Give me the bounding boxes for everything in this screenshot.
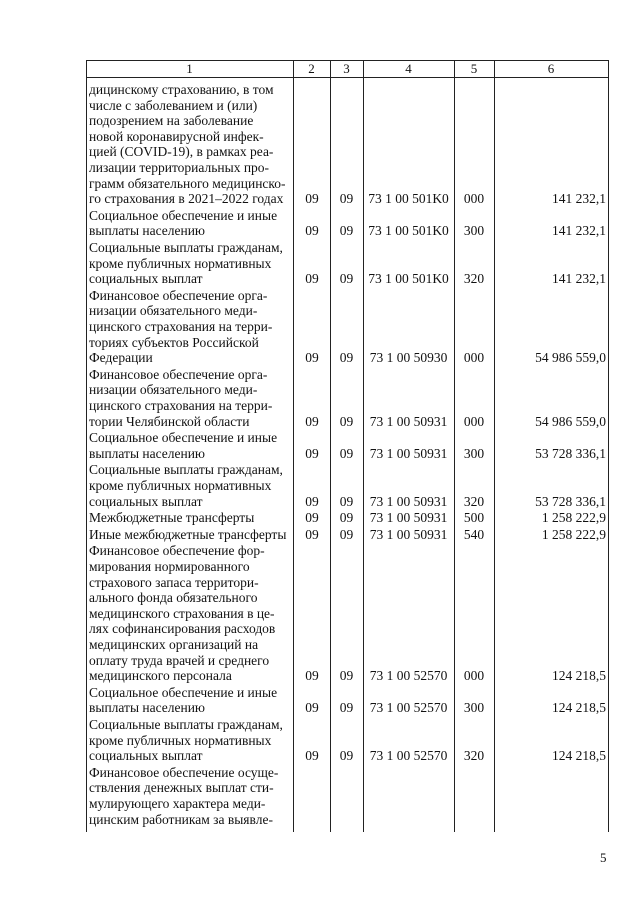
header-col-4: 4 [405,61,412,76]
description-line: ториях субъектов Российской [89,334,259,350]
description-line: лизации территориальных про- [89,159,270,175]
subsection-code: 09 [339,413,354,429]
description-line: Социальные выплаты гражданам, [89,462,283,478]
subsection-code: 09 [339,271,354,287]
row-description [89,208,293,239]
expense-type-code: 300 [463,700,485,716]
subsection-code: 09 [339,526,354,542]
header-col-6: 6 [547,61,555,76]
target-article-code: 73 1 00 50931 [369,445,448,461]
section-code: 09 [305,700,319,716]
row-description [89,288,293,366]
expense-type-code: 320 [463,493,485,509]
description-line: кроме публичных нормативных [89,732,272,748]
description-line: го страхования в 2021–2022 годах [89,191,284,207]
description-line: новой коронавирусной инфек- [89,128,264,144]
description-line: социальных выплат [89,493,203,509]
section-code: 09 [305,223,319,239]
description-line: цинским работникам за выявле- [89,811,273,827]
description-line: выплаты населению [89,223,206,239]
row-description [89,765,293,827]
amount-value: 53 728 336,1 [535,493,606,509]
description-line: социальных выплат [89,748,203,764]
row-description [89,240,293,287]
amount-value: 124 218,5 [552,668,606,684]
description-line: подозрением на заболевание [89,113,254,129]
expense-type-code: 540 [463,526,485,542]
table-row [86,685,609,716]
description-line: числе с заболеванием и (или) [89,97,258,113]
description-line: страхового запаса территори- [89,574,259,590]
description-line: Социальное обеспечение и иные [89,430,278,446]
description-line: Социальные выплаты гражданам, [89,717,283,732]
description-line: тории Челябинской области [89,413,250,429]
description-line: медицинского страхования в це- [89,605,275,621]
amount-value: 54 986 559,0 [535,413,606,429]
page-number: 5 [600,850,607,865]
expense-type-code: 000 [463,191,485,207]
description-line: ального фонда обязательного [89,590,258,606]
table-row [86,543,609,683]
row-description [89,367,293,429]
expense-type-code: 320 [463,271,485,287]
expense-type-code: 000 [463,413,485,429]
description-line: Социальное обеспечение и иные [89,207,278,223]
row-description [89,717,293,764]
section-code: 09 [305,748,319,764]
expense-type-code: 320 [463,748,485,764]
table-row [86,240,609,287]
budget-table [86,60,609,832]
description-line: ствления денежных выплат сти- [89,780,274,796]
expense-type-code: 000 [463,668,485,684]
description-line: цинского страхования на терри- [89,318,273,334]
section-code: 09 [305,668,319,684]
description-line: Социальное обеспечение и иные [89,684,278,700]
target-article-code: 73 1 00 50931 [369,510,448,526]
description-line: цинского страхования на терри- [89,397,273,413]
description-line: Финансовое обеспечение орга- [89,366,268,382]
amount-value: 141 232,1 [552,223,606,239]
table-row [86,430,609,461]
target-article-code: 73 1 00 501K0 [368,191,449,207]
amount-value: 1 258 222,9 [541,510,606,526]
row-description [89,527,293,543]
row-description [89,543,293,683]
amount-value: 124 218,5 [552,700,606,716]
table-row [86,462,609,509]
amount-value: 124 218,5 [552,748,606,764]
section-code: 09 [305,493,319,509]
subsection-code: 09 [339,748,354,764]
description-line: оплату труда врачей и среднего [89,652,270,668]
description-line: Федерации [89,350,153,366]
expense-type-code: 300 [463,223,485,239]
description-line: Финансовое обеспечение осуще- [89,764,279,780]
header-col-3: 3 [343,61,350,76]
expense-type-code: 000 [463,350,485,366]
description-line: Иные межбюджетные трансферты [89,526,287,542]
expense-type-code: 300 [463,445,485,461]
subsection-code: 09 [339,350,354,366]
amount-value: 141 232,1 [552,271,606,287]
description-line: социальных выплат [89,271,203,287]
target-article-code: 73 1 00 501K0 [368,271,449,287]
amount-value: 141 232,1 [552,191,606,207]
description-line: Финансовое обеспечение фор- [89,543,265,559]
amount-value: 1 258 222,9 [541,526,606,542]
section-code: 09 [305,191,319,207]
target-article-code: 73 1 00 50930 [369,350,448,366]
row-description [89,82,293,207]
row-description [89,510,293,526]
description-line: низации обязательного меди- [89,303,258,319]
description-line: выплаты населению [89,445,206,461]
subsection-code: 09 [339,191,354,207]
target-article-code: 73 1 00 52570 [369,700,448,716]
amount-value: 54 986 559,0 [535,350,606,366]
subsection-code: 09 [339,700,354,716]
target-article-code: 73 1 00 52570 [369,668,448,684]
section-code: 09 [305,445,319,461]
description-line: медицинского персонала [89,668,232,684]
target-article-code: 73 1 00 52570 [369,748,448,764]
row-description [89,685,293,716]
description-line: выплаты населению [89,700,206,716]
description-line: кроме публичных нормативных [89,477,272,493]
target-article-code: 73 1 00 50931 [369,526,448,542]
table-row [86,527,609,543]
row-description [89,462,293,509]
subsection-code: 09 [339,493,354,509]
description-line: Межбюджетные трансферты [89,510,255,526]
table-row [86,82,609,207]
description-line: лях софинансирования расходов [89,621,276,637]
description-line: дицинскому страхованию, в том [89,82,274,97]
description-line: мирования нормированного [89,558,250,574]
subsection-code: 09 [339,223,354,239]
header-col-1: 1 [186,61,193,76]
section-code: 09 [305,526,319,542]
target-article-code: 73 1 00 50931 [369,493,448,509]
description-line: грамм обязательного медицинско- [89,175,286,191]
description-line: Социальные выплаты гражданам, [89,240,283,255]
table-row [86,717,609,764]
table-row [86,510,609,526]
header-bottom-border [86,77,609,78]
description-line: кроме публичных нормативных [89,255,272,271]
subsection-code: 09 [339,445,354,461]
section-code: 09 [305,510,319,526]
table-row [86,367,609,429]
row-description [89,430,293,461]
description-line: Финансовое обеспечение орга- [89,287,268,303]
section-code: 09 [305,271,319,287]
expense-type-code: 500 [463,510,485,526]
subsection-code: 09 [339,510,354,526]
section-code: 09 [305,350,319,366]
description-line: мулирующего характера меди- [89,795,266,811]
table-row [86,765,609,827]
table-row [86,208,609,239]
description-line: цией (COVID-19), в рамках реа- [89,144,274,160]
subsection-code: 09 [339,668,354,684]
target-article-code: 73 1 00 501K0 [368,223,449,239]
header-col-2: 2 [308,61,315,76]
target-article-code: 73 1 00 50931 [369,413,448,429]
table-row [86,288,609,366]
section-code: 09 [305,413,319,429]
header-col-5: 5 [470,61,478,76]
description-line: низации обязательного меди- [89,382,258,398]
description-line: медицинских организаций на [89,636,259,652]
amount-value: 53 728 336,1 [535,445,606,461]
